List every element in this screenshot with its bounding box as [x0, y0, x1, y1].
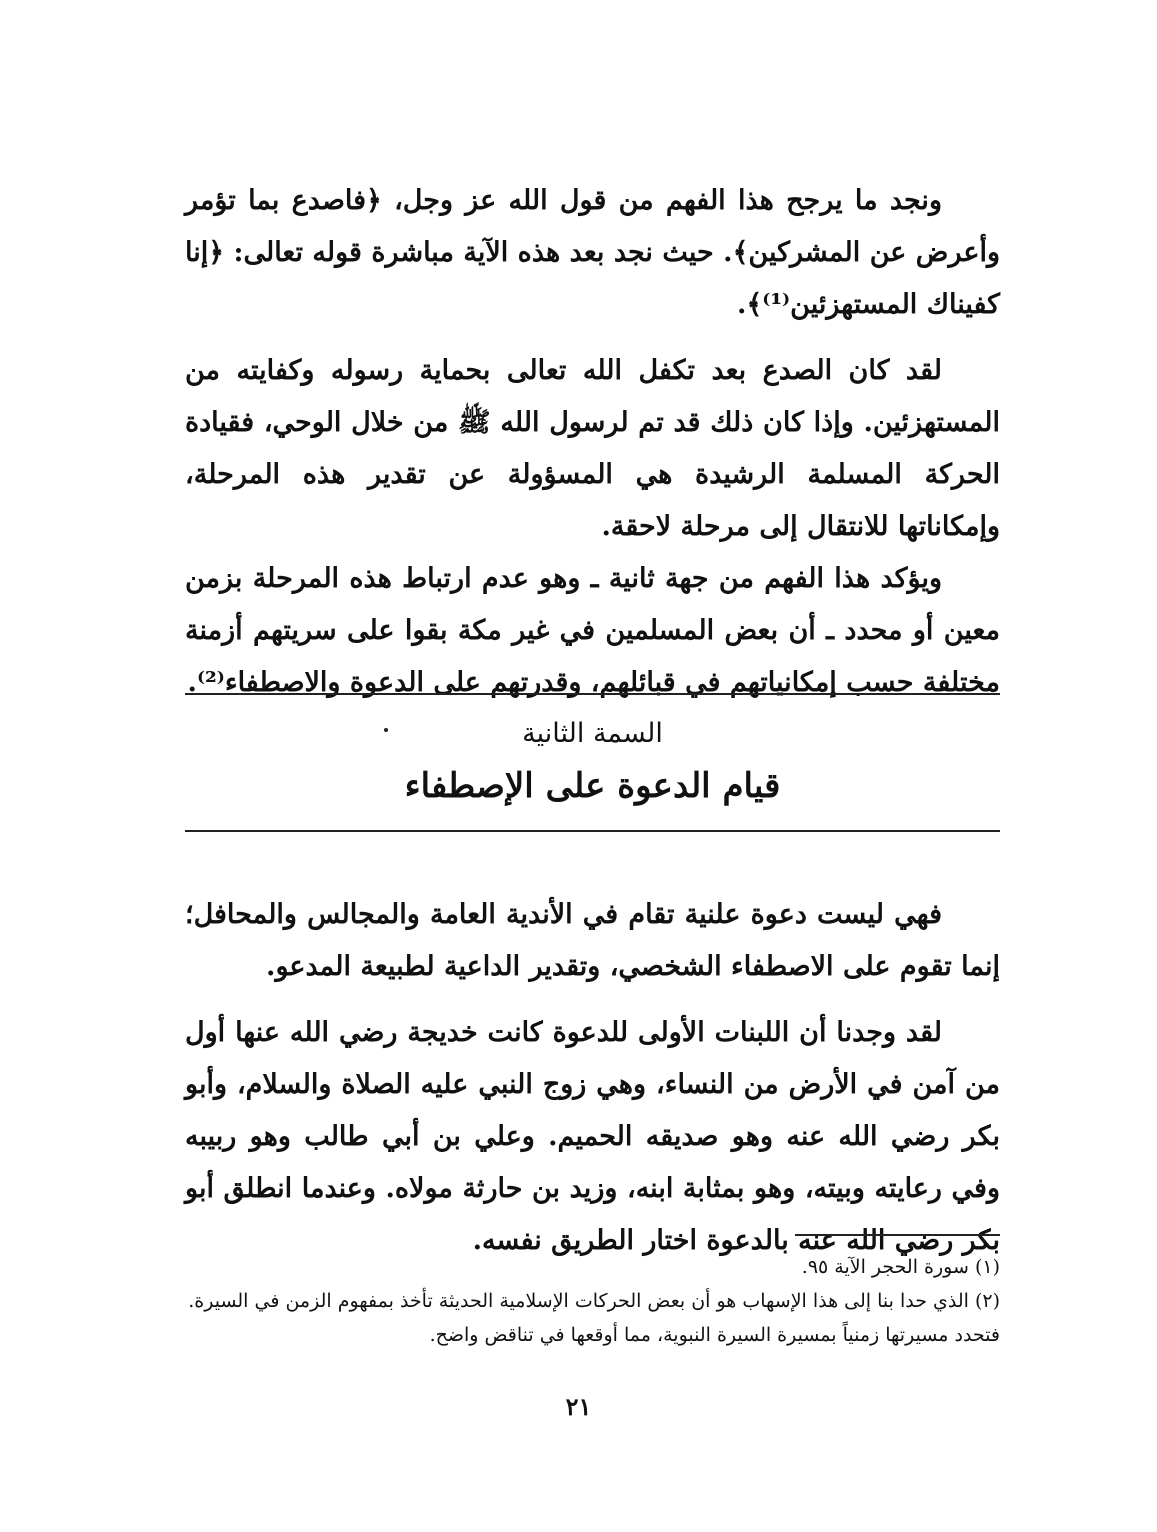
- paragraph-proclamation: لقد كان الصدع بعد تكفل الله تعالى بحماية رسوله وكفايته من المستهزئين. وإذا كان ذلك قد تم لرسول الله ﷺ من خلال الوحي، فقيادة الحركة المسلمة الرشيدة هي المسؤولة عن تقدير هذه المرحلة، وإمكاناتها للانتقال إلى مرحلة لاحقة.: [185, 355, 1000, 542]
- section-rule-top: [185, 693, 1000, 695]
- section-subtitle: السمة الثانية: [522, 718, 663, 749]
- section-title: قيام الدعوة على الإصطفاء: [404, 766, 781, 806]
- footnote-separator: [795, 1234, 1000, 1236]
- page-number: ٢١: [565, 1392, 592, 1421]
- footnotes: [185, 1250, 1000, 1352]
- footnote-2: (٢) الذي حدا بنا إلى هذا الإسهاب هو أن بعض الحركات الإسلامية الحديثة تأخذ بمفهوم الزمن في السيرة. فتحدد مسيرتها زمنياً بمسيرة السيرة النبوية، مما أوقعها في تناقض واضح.: [188, 1290, 1000, 1346]
- paragraph-first-believers: لقد وجدنا أن اللبنات الأولى للدعوة كانت خديجة رضي الله عنها أول من آمن في الأرض من النساء، وهي زوج النبي عليه الصلاة والسلام، وأبو بكر رضي الله عنه وهو صديقه الحميم. وعلي بن أبي طالب وهو ربيبه وفي رعايته وبيته، وهو بمثابة ابنه، وزيد بن حارثة مولاه. وعندما انطلق أبو بكر رضي الله عنه بالدعوة اختار الطريق نفسه.: [185, 1017, 1000, 1256]
- section-rule-bottom: [185, 830, 1000, 832]
- footnote-1: (١) سورة الحجر الآية ٩٥.: [801, 1256, 1000, 1278]
- paragraph-confirmation: ويؤكد هذا الفهم من جهة ثانية ـ وهو عدم ارتباط هذه المرحلة بزمن معين أو محدد ـ أن بعض المسلمين في غير مكة بقوا على سريتهم أزمنة مختلفة حسب إمكانياتهم في قبائلهم، وقدرتهم على الدعوة والاصطفاء⁽²⁾.: [185, 563, 1000, 698]
- paragraph-quran-verse: ونجد ما يرجح هذا الفهم من قول الله عز وجل، ﴿فاصدع بما تؤمر وأعرض عن المشركين﴾. حيث نجد بعد هذه الآية مباشرة قوله تعالى: ﴿إنا كفيناك المستهزئين⁽¹⁾﴾.: [185, 185, 1000, 320]
- paragraph-selection: فهي ليست دعوة علنية تقام في الأندية العامة والمجالس والمحافل؛ إنما تقوم على الاصطفاء الشخصي، وتقدير الداعية لطبيعة المدعو.: [185, 899, 1000, 982]
